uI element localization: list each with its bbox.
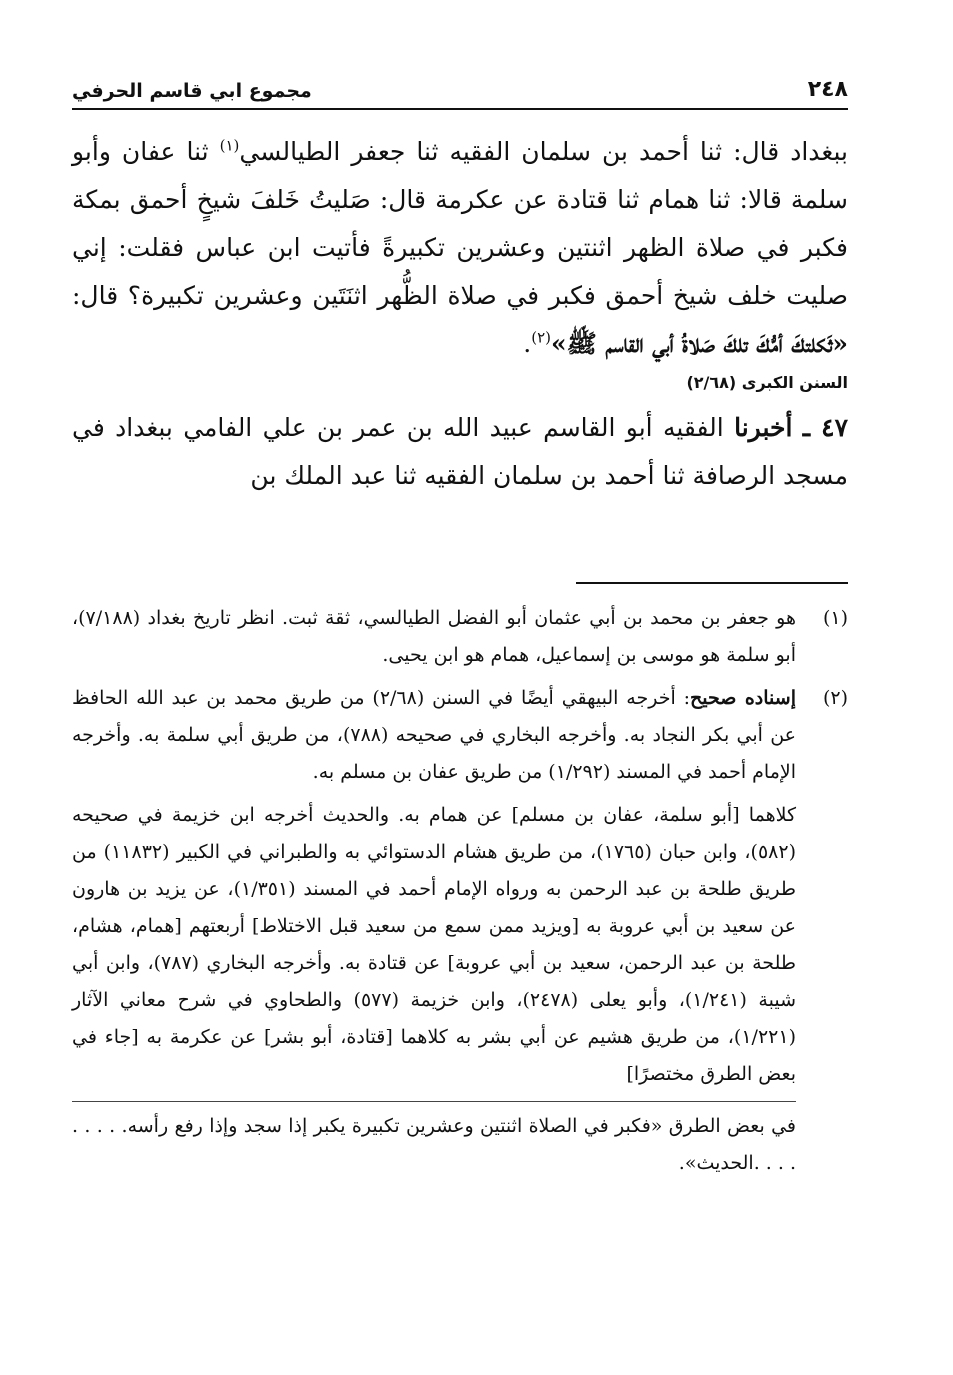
footnote-continuation-1: كلاهما [أبو سلمة، عفان بن مسلم] عن همام به. والحديث أخرجه ابن خزيمة في صحيحه (٥٨٢)، وابن حبان (١٧٦٥)، من طريق هشام الدستوائي به والطبراني في الكبير (١١٨٣٢) من طريق طلحة بن عبد الرحمن به ورواه الإمام أحمد في المسند (١/٣٥١)، عن يزيد بن هارون عن سعيد بن أبي عروبة به [ويزيد ممن سمع من سعيد قبل الاختلاط] أربعتهم [همام، هشام، طلحة بن عبد الرحمن، سعيد بن أبي عروبة] عن قتادة به. وأخرجه البخاري (٧٨٧)، وابن أبي شيبة (١/٢٤١)، وأبو يعلى (٢٤٧٨)، وابن خزيمة (٥٧٧) والطحاوي في شرح معاني الآثار (١/٢٢١)، من طريق هشيم عن أبي بشر به كلاهما [قتادة، أبو بشر] عن عكرمة به [جاء في بعض الطرق مختصرًا]	[72, 804, 796, 1085]
para1-quote: «ثَكلتكَ أمُّكَ تلكَ صَلاةُ أبي القاسم ﷺ»	[550, 329, 848, 358]
footnote-continuation-2: في بعض الطرق «فكبر في الصلاة اثنتين وعشرين تكبيرة يكبر إذا سجد وإذا رفع رأسه. . . . . . . . .الحديث».	[72, 1115, 796, 1174]
footnote-ref-2[interactable]: (٢)	[531, 328, 551, 347]
footnote-1-text: هو جعفر بن محمد بن أبي عثمان أبو الفضل الطيالسي، ثقة ثبت. انظر تاريخ بغداد (٧/١٨٨)، أبو سلمة هو موسى بن إسماعيل، همام هو ابن يحيى.	[72, 607, 796, 666]
para1-end: .	[523, 329, 532, 358]
footnote-2	[72, 680, 848, 791]
para1-text-a: ببغداد قال: ثنا أحمد بن سلمان الفقيه ثنا جعفر الطيالسي	[239, 137, 848, 166]
page-number: ٢٤٨	[807, 77, 848, 102]
footnote-2-body	[72, 680, 796, 791]
akhbarana-word: أخبرنا	[734, 413, 793, 442]
footnote-inner-divider	[72, 1101, 796, 1102]
footnote-2-text: : أخرجه البيهقي أيضًا في السنن (٢/٦٨) من طريق محمد بن عبد الله الحافظ عن أبي بكر النجاد به. وأخرجه البخاري في صحيحه (٧٨٨)، من طريق أبي سلمة به. وأخرجه الإمام أحمد في المسند (١/٢٩٢) من طريق عفان بن مسلم به.	[72, 687, 796, 783]
source-citation: السنن الكبرى (٢/٦٨)	[686, 373, 848, 392]
para2-text: الفقيه أبو القاسم عبيد الله بن عمر بن علي الفامي ببغداد في مسجد الرصافة ثنا أحمد بن سلمان الفقيه ثنا عبد الملك بن	[72, 413, 848, 490]
paragraph-1	[72, 128, 848, 368]
footnote-separator	[576, 582, 848, 584]
footnotes	[72, 600, 848, 1182]
footnote-1	[72, 600, 848, 674]
footnote-2-mark: (٢)	[822, 687, 848, 709]
footnote-1-mark: (١)	[822, 607, 848, 629]
footnote-ref-1[interactable]: (١)	[219, 136, 240, 155]
running-title: مجموع ابي قاسم الحرفي	[72, 80, 312, 102]
para1-text-b: ثنا عفان وأبو سلمة قالا: ثنا همام ثنا قتادة عن عكرمة قال: صَليتُ خَلفَ شيخٍ أحمق بمكة فكبر في صلاة الظهر اثنتين وعشرين تكبيرةً فأتيت ابن عباس فقلت: إني صليت خلف شيخ أحمق فكبر في صلاة الظُّهر اثنَتَين وعشرين تكبيرة؟ قال:	[72, 137, 848, 310]
main-text	[72, 128, 848, 500]
hadith-number: ٤٧ ـ	[802, 413, 848, 442]
page-header	[72, 62, 848, 110]
footnote-2-label: إسناده صحيح	[690, 687, 796, 709]
paragraph-2	[72, 404, 848, 500]
